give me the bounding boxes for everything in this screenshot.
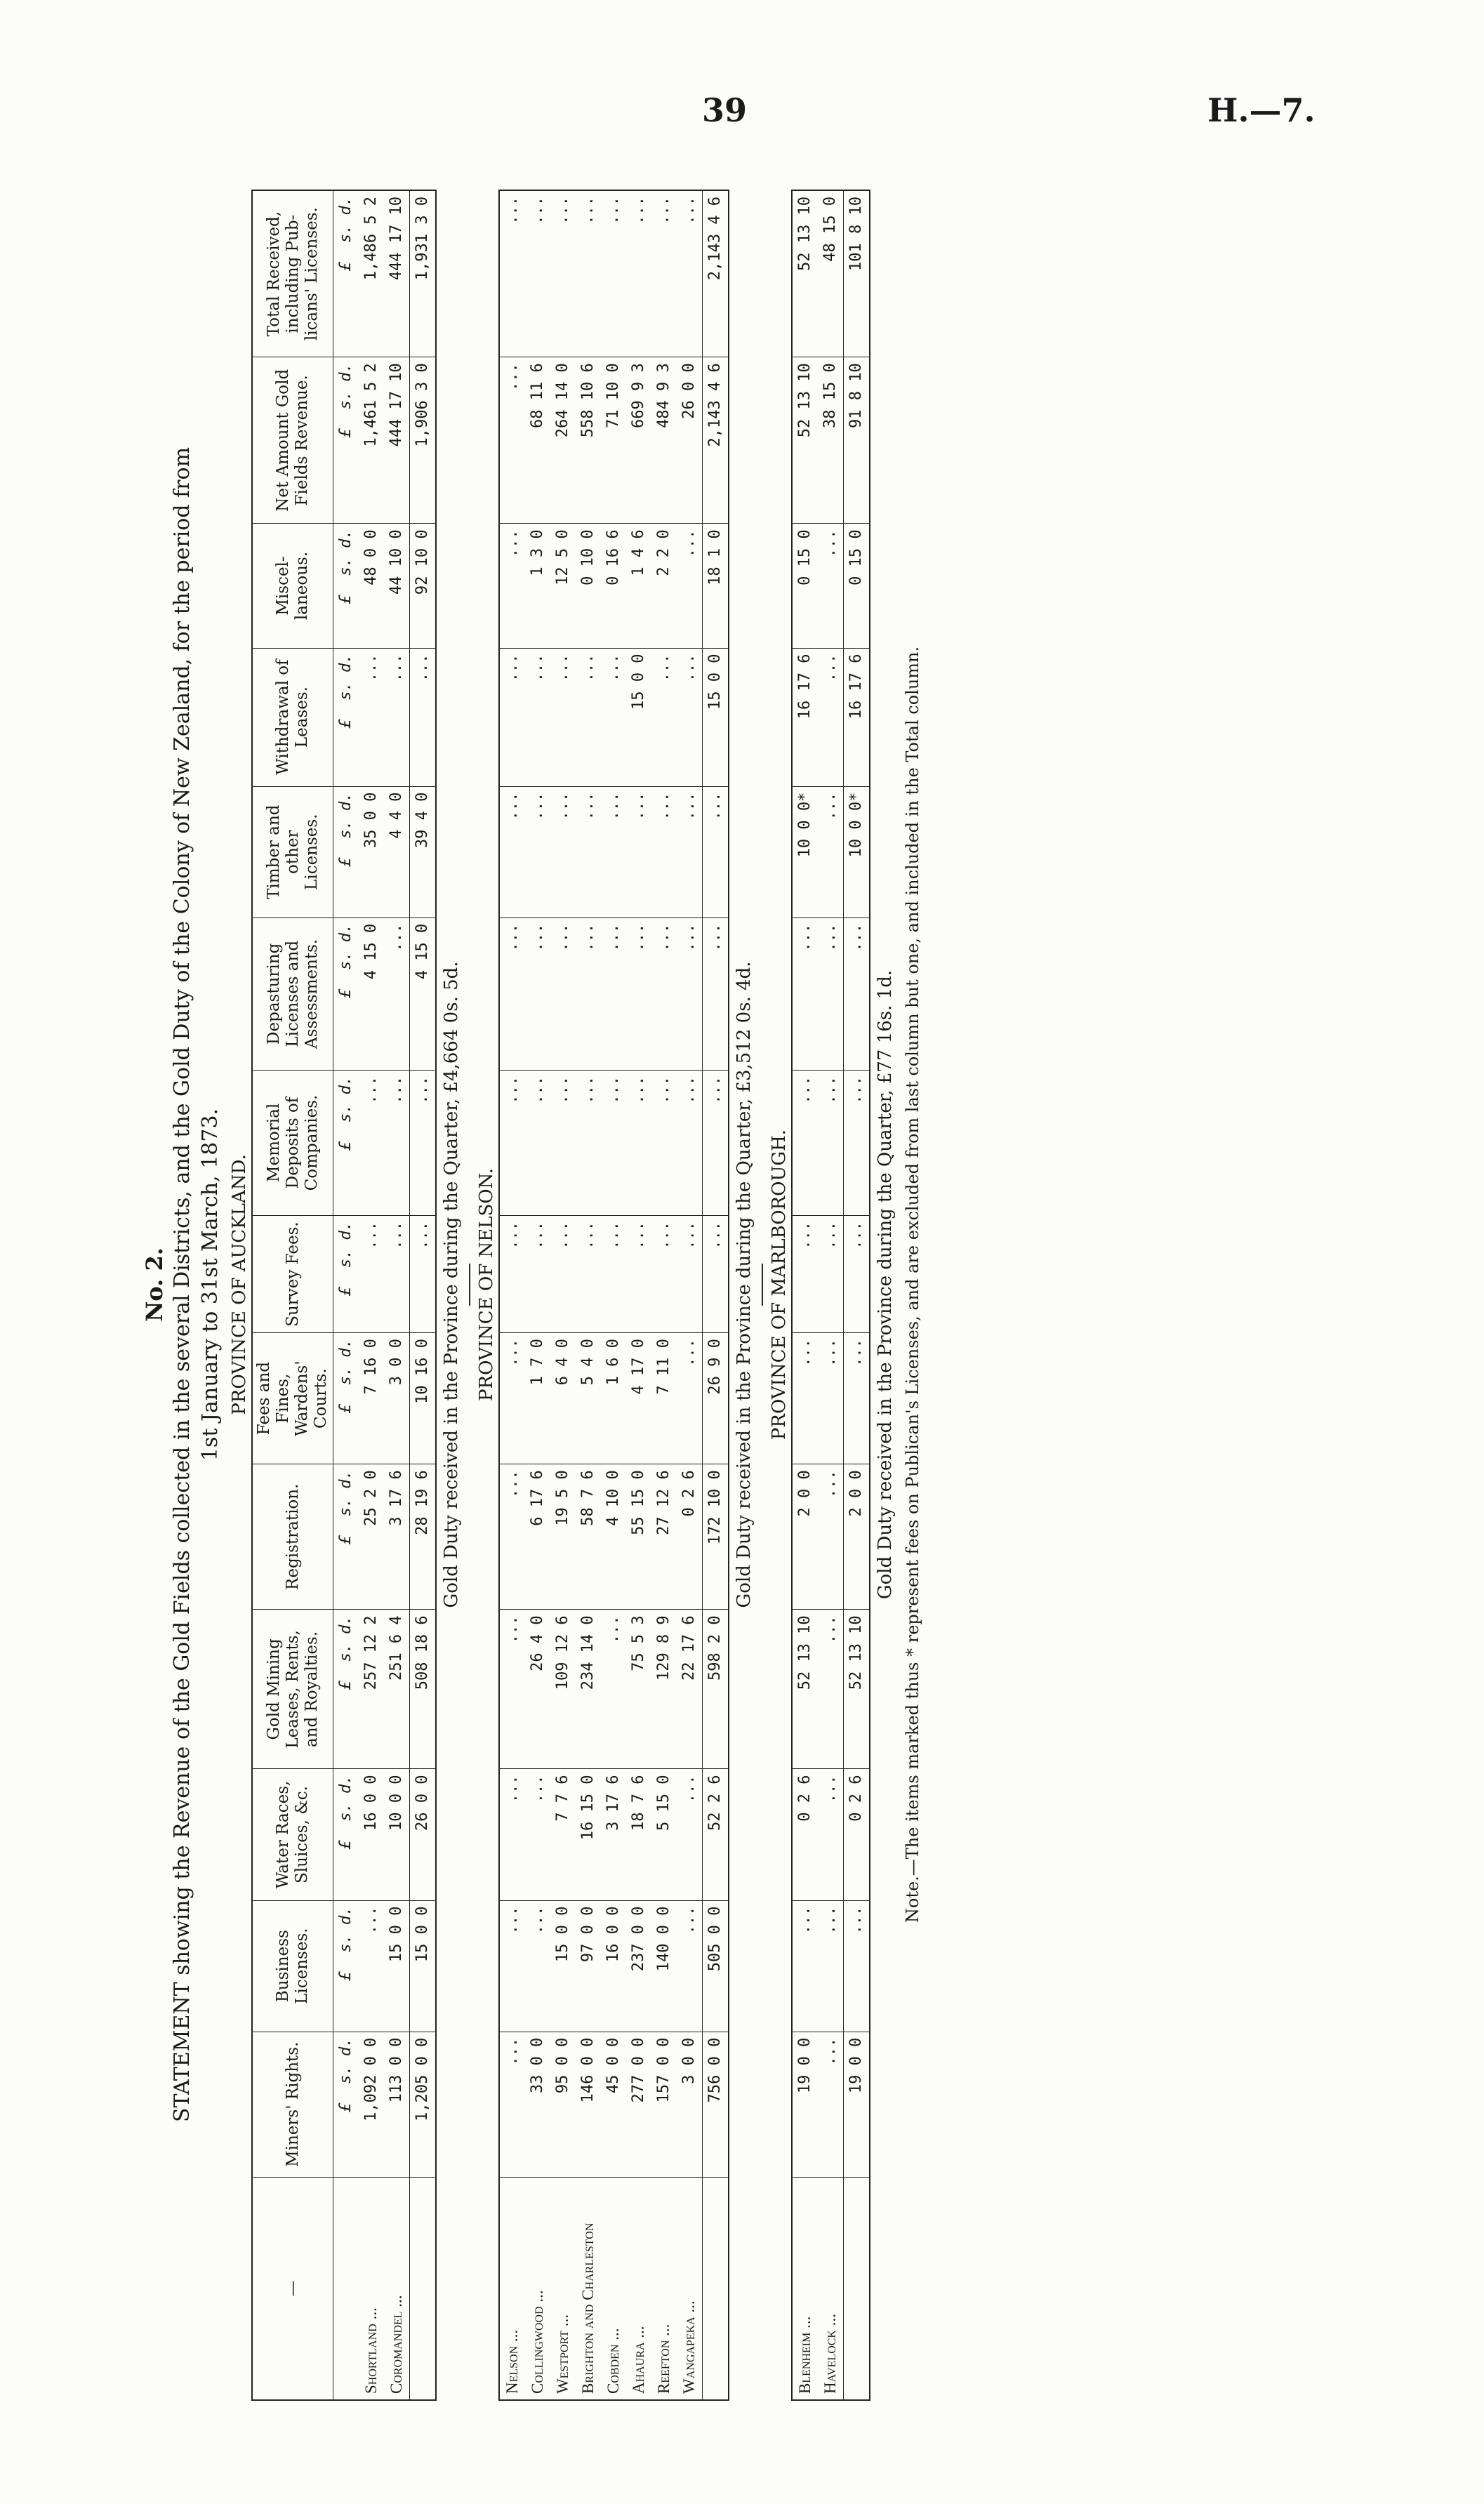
column-header: Business Licenses. xyxy=(252,1900,333,2032)
unit-cell: £ s. d. xyxy=(333,190,359,357)
value-cell: 0 10 0 xyxy=(576,524,601,648)
value-cell: ... xyxy=(626,190,651,357)
total-cell: 18 1 0 xyxy=(703,524,729,648)
value-cell: 10 0 0* xyxy=(792,786,818,918)
value-cell: 4 10 0 xyxy=(601,1464,626,1610)
unit-cell: £ s. d. xyxy=(333,918,359,1070)
value-cell: 68 11 6 xyxy=(525,357,550,524)
value-cell: ... xyxy=(359,648,384,786)
header-row xyxy=(252,190,333,2400)
total-cell: 91 8 10 xyxy=(844,357,870,524)
value-cell: ... xyxy=(499,1216,525,1333)
value-cell: ... xyxy=(525,1070,550,1215)
value-cell: ... xyxy=(359,1900,384,2032)
value-cell: 97 0 0 xyxy=(576,1900,601,2032)
value-cell: ... xyxy=(677,524,703,648)
value-cell: 484 9 3 xyxy=(651,357,677,524)
value-cell: ... xyxy=(818,1070,844,1215)
statement-title-line2: 1st January to 31st March, 1873. xyxy=(198,1108,223,1462)
total-cell: 39 4 0 xyxy=(410,786,437,918)
district-name: Blenheim ... xyxy=(796,2316,814,2394)
value-cell: 109 12 6 xyxy=(550,1610,576,1769)
value-cell: ... xyxy=(677,786,703,918)
value-cell: 38 15 0 xyxy=(818,357,844,524)
total-row xyxy=(410,190,437,2400)
value-cell: 129 8 9 xyxy=(651,1610,677,1769)
table-row xyxy=(550,190,576,2400)
value-cell: ... xyxy=(525,648,550,786)
value-cell: ... xyxy=(525,1216,550,1333)
value-cell: 75 5 3 xyxy=(626,1610,651,1769)
value-cell: ... xyxy=(601,1070,626,1215)
value-cell: ... xyxy=(499,786,525,918)
page-reference: H.—7. xyxy=(1207,91,1316,129)
value-cell: ... xyxy=(499,648,525,786)
value-cell: ... xyxy=(626,918,651,1070)
district-name: Nelson ... xyxy=(503,2329,521,2394)
value-cell: 264 14 0 xyxy=(550,357,576,524)
district-name: Havelock ... xyxy=(821,2314,839,2394)
value-cell: 1 6 0 xyxy=(601,1333,626,1464)
unit-cell: £ s. d. xyxy=(333,1216,359,1333)
value-cell: 1 3 0 xyxy=(525,524,550,648)
table-row xyxy=(651,190,677,2400)
value-cell: 257 12 2 xyxy=(359,1610,384,1769)
value-cell: ... xyxy=(677,1769,703,1900)
column-header: Gold Mining Leases, Rents, and Royalties. xyxy=(252,1610,333,1769)
value-cell: 44 10 0 xyxy=(384,524,410,648)
unit-cell: £ s. d. xyxy=(333,357,359,524)
value-cell: ... xyxy=(525,190,550,357)
value-cell: 48 0 0 xyxy=(359,524,384,648)
total-cell: 505 0 0 xyxy=(703,1900,729,2032)
total-cell: ... xyxy=(703,1070,729,1215)
column-header: Survey Fees. xyxy=(252,1216,333,1333)
value-cell: 7 16 0 xyxy=(359,1333,384,1464)
rotated-statement xyxy=(140,168,1292,2401)
total-cell: ... xyxy=(410,648,437,786)
value-cell: ... xyxy=(499,1769,525,1900)
value-cell: ... xyxy=(499,1464,525,1610)
value-cell: 558 10 6 xyxy=(576,357,601,524)
value-cell: ... xyxy=(818,1216,844,1333)
table-row xyxy=(792,190,818,2400)
value-cell: ... xyxy=(525,1769,550,1900)
value-cell: 18 7 6 xyxy=(626,1769,651,1900)
value-cell: ... xyxy=(651,648,677,786)
value-cell: ... xyxy=(499,1900,525,2032)
total-cell: 598 2 0 xyxy=(703,1610,729,1769)
unit-cell: £ s. d. xyxy=(333,2032,359,2177)
value-cell: 0 15 0 xyxy=(792,524,818,648)
value-cell: 10 0 0 xyxy=(384,1769,410,1900)
total-row xyxy=(844,190,870,2400)
value-cell: 15 0 0 xyxy=(550,1900,576,2032)
value-cell: 35 0 0 xyxy=(359,786,384,918)
value-cell: 140 0 0 xyxy=(651,1900,677,2032)
value-cell: ... xyxy=(651,190,677,357)
unit-cell: £ s. d. xyxy=(333,524,359,648)
total-cell: 26 9 0 xyxy=(703,1333,729,1464)
value-cell: ... xyxy=(677,1070,703,1215)
district-name: Shortland ... xyxy=(362,2307,380,2394)
total-cell: ... xyxy=(703,918,729,1070)
value-cell: ... xyxy=(792,1900,818,2032)
column-header: — xyxy=(252,2177,333,2400)
table-row xyxy=(677,190,703,2400)
total-cell: ... xyxy=(844,918,870,1070)
value-cell: ... xyxy=(499,524,525,648)
statement-number: No. 2. xyxy=(141,1247,168,1322)
value-cell: ... xyxy=(359,1070,384,1215)
unit-cell: £ s. d. xyxy=(333,1464,359,1610)
value-cell: ... xyxy=(818,1464,844,1610)
value-cell: 277 0 0 xyxy=(626,2032,651,2177)
value-cell: 251 6 4 xyxy=(384,1610,410,1769)
total-cell: 756 0 0 xyxy=(703,2032,729,2177)
total-cell: 4 15 0 xyxy=(410,918,437,1070)
section-divider xyxy=(762,1264,763,1306)
value-cell: 71 10 0 xyxy=(601,357,626,524)
value-cell: 3 0 0 xyxy=(677,2032,703,2177)
table-row xyxy=(499,190,525,2400)
value-cell: ... xyxy=(818,918,844,1070)
value-cell: ... xyxy=(792,1333,818,1464)
column-header: Registration. xyxy=(252,1464,333,1610)
value-cell: 2 2 0 xyxy=(651,524,677,648)
value-cell: 52 13 10 xyxy=(792,190,818,357)
value-cell: ... xyxy=(384,1070,410,1215)
value-cell: ... xyxy=(525,786,550,918)
value-cell: ... xyxy=(651,918,677,1070)
page-number: 39 xyxy=(702,91,748,129)
value-cell: ... xyxy=(499,190,525,357)
value-cell: 444 17 10 xyxy=(384,357,410,524)
value-cell: 6 17 6 xyxy=(525,1464,550,1610)
total-cell: ... xyxy=(410,1070,437,1215)
value-cell: ... xyxy=(576,190,601,357)
value-cell: 16 15 0 xyxy=(576,1769,601,1900)
value-cell: ... xyxy=(576,648,601,786)
value-cell: 12 5 0 xyxy=(550,524,576,648)
value-cell: 33 0 0 xyxy=(525,2032,550,2177)
value-cell: 113 0 0 xyxy=(384,2032,410,2177)
total-cell: 16 17 6 xyxy=(844,648,870,786)
value-cell: 1 4 6 xyxy=(626,524,651,648)
value-cell: ... xyxy=(550,918,576,1070)
value-cell: 16 17 6 xyxy=(792,648,818,786)
total-cell: ... xyxy=(703,1216,729,1333)
value-cell: 26 0 0 xyxy=(677,357,703,524)
value-cell: 58 7 6 xyxy=(576,1464,601,1610)
value-cell: 15 0 0 xyxy=(384,1900,410,2032)
value-cell: ... xyxy=(818,524,844,648)
table-row xyxy=(384,190,410,2400)
province-title: PROVINCE OF AUCKLAND. xyxy=(229,1154,250,1415)
gold-duty-caption: Gold Duty received in the Province during the Quarter, £3,512 0s. 4d. xyxy=(734,961,755,1608)
province-sections xyxy=(229,168,896,2401)
total-cell: ... xyxy=(410,1216,437,1333)
table-row xyxy=(626,190,651,2400)
unit-cell: £ s. d. xyxy=(333,648,359,786)
column-header: Miscel-laneous. xyxy=(252,524,333,648)
table-row xyxy=(525,190,550,2400)
column-header: Water Races, Sluices, &c. xyxy=(252,1769,333,1900)
statement-title-line1: STATEMENT showing the Revenue of the Gold Fields collected in the several Districts, and the Gold Duty of the Colony of New Zealand, for the period from xyxy=(170,446,194,2123)
value-cell: 15 0 0 xyxy=(626,648,651,786)
total-cell: ... xyxy=(844,1333,870,1464)
column-header: Withdrawal of Leases. xyxy=(252,648,333,786)
value-cell: ... xyxy=(499,1610,525,1769)
value-cell: ... xyxy=(550,786,576,918)
total-cell: ... xyxy=(844,1900,870,2032)
district-name: Coromandel ... xyxy=(387,2295,405,2394)
table-row xyxy=(601,190,626,2400)
table-row xyxy=(576,190,601,2400)
total-cell: 10 16 0 xyxy=(410,1333,437,1464)
value-cell: ... xyxy=(626,1070,651,1215)
total-cell: 10 0 0* xyxy=(844,786,870,918)
value-cell: ... xyxy=(677,1216,703,1333)
value-cell: 25 2 0 xyxy=(359,1464,384,1610)
value-cell: ... xyxy=(550,190,576,357)
total-cell: 52 13 10 xyxy=(844,1610,870,1769)
value-cell: ... xyxy=(601,1610,626,1769)
value-cell: 3 17 6 xyxy=(384,1464,410,1610)
value-cell: ... xyxy=(499,918,525,1070)
value-cell: 16 0 0 xyxy=(601,1900,626,2032)
table-row xyxy=(818,190,844,2400)
total-cell xyxy=(703,2177,729,2400)
value-cell: 5 15 0 xyxy=(651,1769,677,1900)
total-cell: ... xyxy=(703,786,729,918)
value-cell: 1,486 5 2 xyxy=(359,190,384,357)
value-cell: ... xyxy=(818,1610,844,1769)
value-cell: ... xyxy=(677,190,703,357)
footnote: Note.—The items marked thus * represent fees on Publican's Licenses, and are excluded from last column but one, and included in the Total column. xyxy=(903,646,922,1923)
unit-cell: £ s. d. xyxy=(333,786,359,918)
total-cell: 26 0 0 xyxy=(410,1769,437,1900)
value-cell: ... xyxy=(651,786,677,918)
value-cell: ... xyxy=(576,786,601,918)
value-cell: ... xyxy=(601,1216,626,1333)
total-cell: 1,906 3 0 xyxy=(410,357,437,524)
total-cell: 15 0 0 xyxy=(703,648,729,786)
district-name: Reefton ... xyxy=(655,2324,673,2394)
value-cell: 669 9 3 xyxy=(626,357,651,524)
column-header: Fees and Fines, Wardens' Courts. xyxy=(252,1333,333,1464)
value-cell: 444 17 10 xyxy=(384,190,410,357)
unit-cell: £ s. d. xyxy=(333,1610,359,1769)
revenue-table xyxy=(251,190,437,2401)
value-cell: 95 0 0 xyxy=(550,2032,576,2177)
total-row xyxy=(703,190,729,2400)
province-title: PROVINCE OF NELSON. xyxy=(476,1168,497,1401)
value-cell: ... xyxy=(792,1070,818,1215)
unit-cell: £ s. d. xyxy=(333,1070,359,1215)
value-cell: ... xyxy=(818,786,844,918)
value-cell: ... xyxy=(499,357,525,524)
total-cell: 2 0 0 xyxy=(844,1464,870,1610)
total-cell: 2,143 4 6 xyxy=(703,357,729,524)
unit-cell: £ s. d. xyxy=(333,1333,359,1464)
value-cell: ... xyxy=(677,1900,703,2032)
value-cell: ... xyxy=(576,1070,601,1215)
total-cell: 1,931 3 0 xyxy=(410,190,437,357)
table-row xyxy=(359,190,384,2400)
value-cell: ... xyxy=(525,1900,550,2032)
value-cell: 52 13 10 xyxy=(792,357,818,524)
unit-cell: £ s. d. xyxy=(333,1900,359,2032)
value-cell: ... xyxy=(384,918,410,1070)
column-header: Memorial Deposits of Companies. xyxy=(252,1070,333,1215)
value-cell: ... xyxy=(601,648,626,786)
value-cell: ... xyxy=(499,1070,525,1215)
total-cell: 52 2 6 xyxy=(703,1769,729,1900)
value-cell: 16 0 0 xyxy=(359,1769,384,1900)
value-cell: 3 0 0 xyxy=(384,1333,410,1464)
value-cell: ... xyxy=(818,1769,844,1900)
value-cell: 6 4 0 xyxy=(550,1333,576,1464)
revenue-table xyxy=(791,190,870,2401)
total-cell xyxy=(410,2177,437,2400)
value-cell: ... xyxy=(576,1216,601,1333)
value-cell: 234 14 0 xyxy=(576,1610,601,1769)
value-cell: ... xyxy=(677,648,703,786)
section-divider xyxy=(469,1264,470,1306)
total-cell: ... xyxy=(844,1070,870,1215)
value-cell: ... xyxy=(601,786,626,918)
value-cell: 7 7 6 xyxy=(550,1769,576,1900)
value-cell: ... xyxy=(677,918,703,1070)
value-cell: 7 11 0 xyxy=(651,1333,677,1464)
total-cell: 19 0 0 xyxy=(844,2032,870,2177)
value-cell: 48 15 0 xyxy=(818,190,844,357)
value-cell: ... xyxy=(651,1070,677,1215)
value-cell: ... xyxy=(576,918,601,1070)
value-cell: ... xyxy=(550,648,576,786)
value-cell: 0 2 6 xyxy=(792,1769,818,1900)
value-cell: ... xyxy=(626,786,651,918)
value-cell: 52 13 10 xyxy=(792,1610,818,1769)
total-cell: 92 10 0 xyxy=(410,524,437,648)
value-cell: 4 15 0 xyxy=(359,918,384,1070)
unit-cell: £ s. d. xyxy=(333,1769,359,1900)
value-cell: ... xyxy=(550,1070,576,1215)
value-cell: ... xyxy=(818,648,844,786)
total-cell: 28 19 6 xyxy=(410,1464,437,1610)
district-name: Collingwood ... xyxy=(529,2290,546,2394)
column-header: Depasturing Licenses and Assessments. xyxy=(252,918,333,1070)
value-cell: ... xyxy=(550,1216,576,1333)
column-header: Miners' Rights. xyxy=(252,2032,333,2177)
value-cell: 1 7 0 xyxy=(525,1333,550,1464)
value-cell: 146 0 0 xyxy=(576,2032,601,2177)
value-cell: ... xyxy=(818,2032,844,2177)
value-cell: ... xyxy=(651,1216,677,1333)
value-cell: 55 15 0 xyxy=(626,1464,651,1610)
district-name: Cobden ... xyxy=(604,2328,622,2394)
value-cell: ... xyxy=(499,2032,525,2177)
value-cell: 26 4 0 xyxy=(525,1610,550,1769)
value-cell: ... xyxy=(499,1333,525,1464)
value-cell: ... xyxy=(359,1216,384,1333)
value-cell: ... xyxy=(792,1216,818,1333)
value-cell: ... xyxy=(601,918,626,1070)
value-cell: ... xyxy=(818,1900,844,2032)
district-name: Ahaura ... xyxy=(630,2326,647,2394)
value-cell: 22 17 6 xyxy=(677,1610,703,1769)
value-cell: 0 2 6 xyxy=(677,1464,703,1610)
total-cell: 508 18 6 xyxy=(410,1610,437,1769)
total-cell xyxy=(844,2177,870,2400)
value-cell: 1,092 0 0 xyxy=(359,2032,384,2177)
province-title: PROVINCE OF MARLBOROUGH. xyxy=(769,1129,790,1440)
district-name: Wangapeka ... xyxy=(680,2300,698,2394)
value-cell: 27 12 6 xyxy=(651,1464,677,1610)
value-cell: 4 4 0 xyxy=(384,786,410,918)
value-cell: ... xyxy=(792,918,818,1070)
column-header: Timber and other Licenses. xyxy=(252,786,333,918)
total-cell: 0 2 6 xyxy=(844,1769,870,1900)
value-cell: 3 17 6 xyxy=(601,1769,626,1900)
district-name: Brighton and Charleston xyxy=(579,2223,597,2394)
district-name: Westport ... xyxy=(554,2314,571,2394)
value-cell: ... xyxy=(601,190,626,357)
total-cell: 15 0 0 xyxy=(410,1900,437,2032)
value-cell: 19 5 0 xyxy=(550,1464,576,1610)
value-cell: 19 0 0 xyxy=(792,2032,818,2177)
unit-cell xyxy=(333,2177,359,2400)
value-cell: ... xyxy=(525,918,550,1070)
gold-duty-caption: Gold Duty received in the Province during the Quarter, £77 16s. 1d. xyxy=(875,969,896,1600)
total-cell: 0 15 0 xyxy=(844,524,870,648)
value-cell: ... xyxy=(384,648,410,786)
total-cell: 2,143 4 6 xyxy=(703,190,729,357)
gold-duty-caption: Gold Duty received in the Province during the Quarter, £4,664 0s. 5d. xyxy=(441,961,462,1608)
value-cell: ... xyxy=(626,1216,651,1333)
total-cell: 101 8 10 xyxy=(844,190,870,357)
value-cell: 5 4 0 xyxy=(576,1333,601,1464)
column-header: Total Received, including Pub-licans' Licenses. xyxy=(252,190,333,357)
value-cell: 4 17 0 xyxy=(626,1333,651,1464)
units-row xyxy=(333,190,359,2400)
column-header: Net Amount Gold Fields Revenue. xyxy=(252,357,333,524)
value-cell: ... xyxy=(384,1216,410,1333)
value-cell: 157 0 0 xyxy=(651,2032,677,2177)
value-cell: 45 0 0 xyxy=(601,2032,626,2177)
total-cell: 1,205 0 0 xyxy=(410,2032,437,2177)
value-cell: 0 16 6 xyxy=(601,524,626,648)
value-cell: ... xyxy=(677,1333,703,1464)
value-cell: 1,461 5 2 xyxy=(359,357,384,524)
statement-heading xyxy=(140,168,225,2401)
total-cell: ... xyxy=(844,1216,870,1333)
value-cell: 237 0 0 xyxy=(626,1900,651,2032)
revenue-table xyxy=(498,190,729,2401)
total-cell: 172 10 0 xyxy=(703,1464,729,1610)
value-cell: 2 0 0 xyxy=(792,1464,818,1610)
value-cell: ... xyxy=(818,1333,844,1464)
